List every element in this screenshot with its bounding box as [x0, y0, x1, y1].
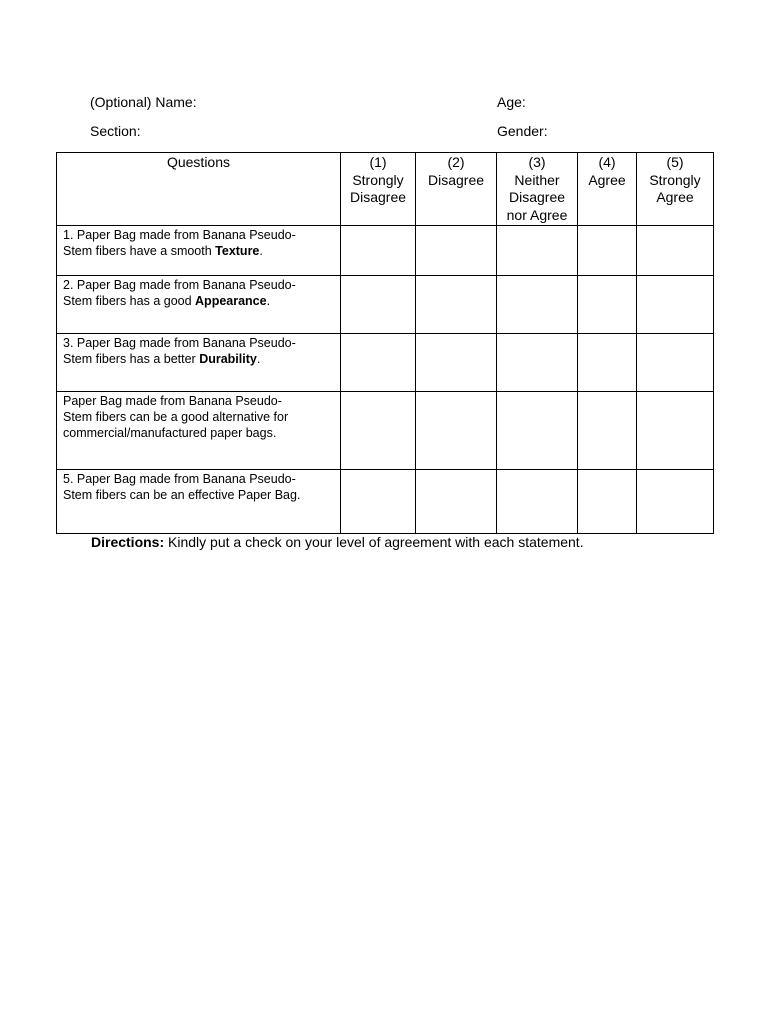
- rating-cell-2[interactable]: [416, 226, 497, 276]
- rating-cell-2[interactable]: [416, 334, 497, 392]
- rating-cell-2[interactable]: [416, 392, 497, 470]
- question-line: 5. Paper Bag made from Banana Pseudo-: [63, 472, 296, 486]
- rating-cell-1[interactable]: [341, 392, 416, 470]
- question-punctuation: .: [259, 244, 263, 258]
- rating-cell-4[interactable]: [578, 226, 637, 276]
- question-punctuation: .: [266, 294, 271, 308]
- rating-cell-4[interactable]: [578, 276, 637, 334]
- scale-header-4: [578, 153, 637, 226]
- rating-cell-1[interactable]: [341, 226, 416, 276]
- rating-cell-3[interactable]: [497, 276, 578, 334]
- agreement-table: [56, 152, 714, 534]
- scale-label-line: Disagree: [508, 189, 566, 205]
- question-keyword: Durability: [199, 352, 257, 366]
- table-row: [57, 470, 714, 534]
- table-row: [57, 276, 714, 334]
- question-line: Stem fibers can be an effective Paper Bag.: [63, 488, 301, 502]
- scale-label-line: nor Agree: [506, 206, 568, 223]
- rating-cell-5[interactable]: [637, 334, 714, 392]
- question-line: 2. Paper Bag made from Banana Pseudo-: [63, 278, 296, 292]
- directions-text: Kindly put a check on your level of agreement with each statement.: [164, 534, 584, 550]
- rating-cell-5[interactable]: [637, 276, 714, 334]
- header-row: [57, 153, 714, 226]
- directions-label: Directions:: [91, 534, 165, 550]
- questions-header: Questions: [57, 153, 341, 226]
- rating-cell-3[interactable]: [497, 470, 578, 534]
- scale-label-line: Agree: [656, 189, 694, 205]
- rating-cell-5[interactable]: [637, 470, 714, 534]
- rating-cell-1[interactable]: [341, 470, 416, 534]
- scale-number: (3): [528, 154, 546, 170]
- question-line: [63, 243, 334, 259]
- rating-cell-1[interactable]: [341, 276, 416, 334]
- scale-header-1: [341, 153, 416, 226]
- name-label: (Optional) Name:: [90, 94, 197, 110]
- scale-number: (1): [369, 154, 387, 170]
- rating-cell-3[interactable]: [497, 226, 578, 276]
- rating-cell-4[interactable]: [578, 334, 637, 392]
- table-row: [57, 226, 714, 276]
- scale-label-line: Strongly: [649, 171, 701, 188]
- rating-cell-3[interactable]: [497, 392, 578, 470]
- rating-cell-2[interactable]: [416, 276, 497, 334]
- scale-header-5: [637, 153, 714, 226]
- table-row: [57, 392, 714, 470]
- question-line: 3. Paper Bag made from Banana Pseudo-: [63, 336, 296, 350]
- rating-cell-2[interactable]: [416, 470, 497, 534]
- rating-cell-1[interactable]: [341, 334, 416, 392]
- question-line: Paper Bag made from Banana Pseudo-: [63, 394, 282, 408]
- rating-cell-3[interactable]: [497, 334, 578, 392]
- question-cell: [57, 334, 341, 392]
- rating-cell-4[interactable]: [578, 392, 637, 470]
- scale-number: (5): [666, 154, 684, 170]
- age-label: Age:: [497, 94, 526, 110]
- question-punctuation: .: [256, 352, 261, 366]
- directions: [91, 534, 584, 551]
- question-line: [63, 351, 334, 367]
- scale-label-line: Strongly: [352, 171, 404, 188]
- question-line: [63, 293, 334, 309]
- rating-cell-4[interactable]: [578, 470, 637, 534]
- scale-label-line: Neither: [514, 171, 560, 188]
- table-row: [57, 334, 714, 392]
- scale-label-line: Disagree: [349, 189, 407, 205]
- question-text: Stem fibers has a good: [63, 294, 196, 308]
- scale-header-2: [416, 153, 497, 226]
- scale-label-line: Disagree: [427, 171, 485, 188]
- scale-label-line: Agree: [588, 171, 626, 188]
- question-line: 1. Paper Bag made from Banana Pseudo-: [63, 228, 296, 242]
- question-line: Stem fibers can be a good alternative for: [63, 410, 289, 424]
- question-keyword: Texture: [215, 244, 260, 258]
- question-cell: [57, 226, 341, 276]
- question-keyword: Appearance: [195, 294, 267, 308]
- scale-number: (2): [447, 154, 465, 170]
- scale-number: (4): [598, 154, 616, 170]
- question-text: Stem fibers have a smooth: [63, 244, 216, 258]
- rating-cell-5[interactable]: [637, 226, 714, 276]
- gender-label: Gender:: [497, 123, 548, 139]
- section-label: Section:: [90, 123, 141, 139]
- question-text: Stem fibers has a better: [63, 352, 200, 366]
- rating-cell-5[interactable]: [637, 392, 714, 470]
- question-cell: [57, 470, 341, 534]
- scale-header-3: [497, 153, 578, 226]
- question-line: commercial/manufactured paper bags.: [63, 426, 277, 440]
- question-cell: [57, 392, 341, 470]
- question-cell: [57, 276, 341, 334]
